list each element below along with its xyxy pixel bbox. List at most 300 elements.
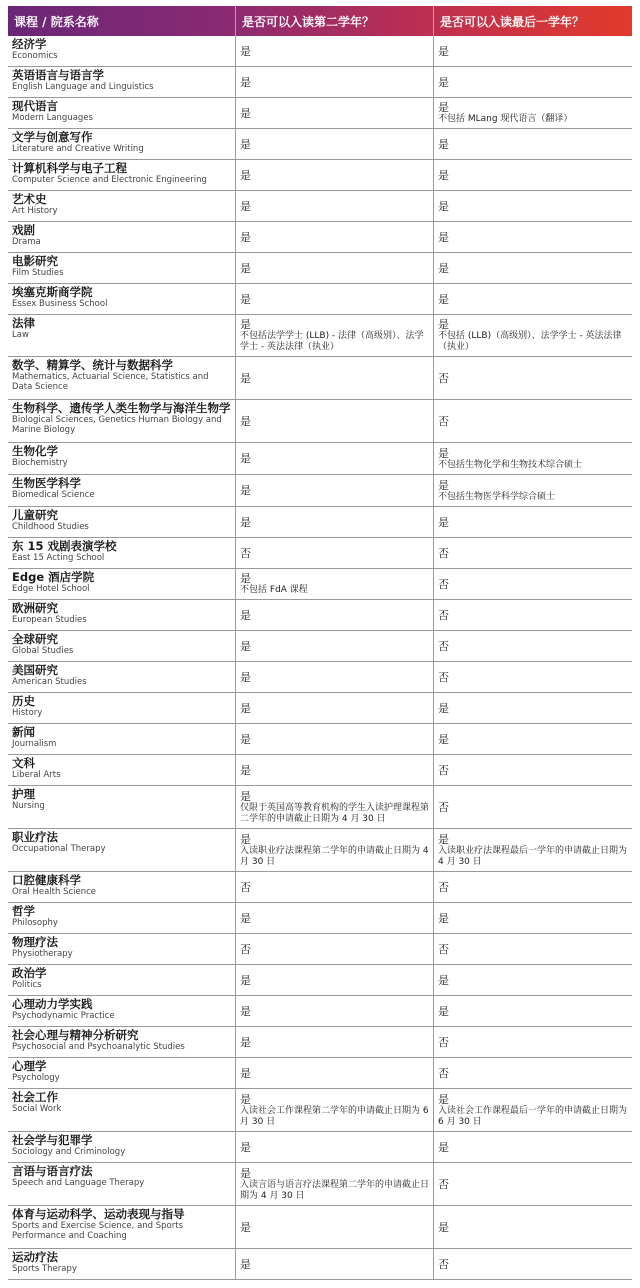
final-year-cell-value: 否 [438, 670, 449, 684]
table-row [8, 631, 632, 662]
final-year-cell [434, 443, 632, 474]
second-year-cell [236, 662, 434, 692]
course-name-zh: 生物科学、遗传学人类生物学与海洋生物学 [12, 401, 231, 415]
final-year-cell [434, 755, 632, 785]
course-name-zh: Edge 酒店学院 [12, 570, 95, 584]
course-name-en: Biochemistry [12, 458, 68, 468]
course-name-zh: 心理学 [12, 1059, 47, 1073]
course-name-cell [8, 357, 236, 399]
final-year-cell-value: 是 [438, 1092, 449, 1106]
course-name-en: Film Studies [12, 268, 64, 278]
second-year-cell-value: 是 [240, 1004, 251, 1018]
final-year-cell [434, 507, 632, 537]
course-name-cell [8, 1058, 236, 1088]
second-year-cell-value: 是 [240, 1066, 251, 1080]
table-row [8, 160, 632, 191]
final-year-cell [434, 222, 632, 252]
table-row [8, 284, 632, 315]
second-year-cell-value: 是 [240, 1257, 251, 1271]
table-row [8, 129, 632, 160]
final-year-cell-note: 不包括生物化学和生物技术综合硕士 [438, 459, 583, 470]
second-year-cell [236, 724, 434, 754]
final-year-cell [434, 129, 632, 159]
final-year-cell-value: 否 [438, 639, 449, 653]
course-name-cell [8, 631, 236, 661]
final-year-cell-value: 是 [438, 911, 449, 925]
second-year-cell [236, 755, 434, 785]
course-name-zh: 文学与创意写作 [12, 130, 93, 144]
course-name-zh: 新闻 [12, 725, 35, 739]
final-year-cell [434, 357, 632, 399]
course-name-en: Psychodynamic Practice [12, 1011, 115, 1021]
second-year-cell [236, 829, 434, 871]
course-name-cell [8, 222, 236, 252]
course-name-cell [8, 507, 236, 537]
final-year-cell-note: 入读职业疗法课程最后一学年的申请截止日期为 4 月 30 日 [438, 845, 628, 867]
table-row [8, 934, 632, 965]
second-year-cell-value: 是 [240, 973, 251, 987]
final-year-cell [434, 786, 632, 828]
course-name-zh: 文科 [12, 756, 35, 770]
course-name-cell [8, 872, 236, 902]
final-year-cell [434, 284, 632, 314]
final-year-cell-value: 否 [438, 371, 449, 385]
second-year-cell [236, 996, 434, 1026]
final-year-cell-value: 否 [438, 942, 449, 956]
course-name-zh: 现代语言 [12, 99, 58, 113]
course-name-en: Oral Health Science [12, 887, 97, 897]
course-name-en: Biomedical Science [12, 490, 95, 500]
final-year-cell-value: 是 [438, 1004, 449, 1018]
course-name-zh: 生物医学科学 [12, 476, 81, 490]
second-year-cell [236, 475, 434, 506]
second-year-cell-value: 是 [240, 75, 251, 89]
second-year-cell-note: 不包括 FdA 课程 [240, 585, 308, 595]
final-year-cell-value: 是 [438, 318, 449, 331]
final-year-cell [434, 1027, 632, 1057]
course-name-en: Computer Science and Electronic Engineering [12, 175, 207, 185]
course-name-cell [8, 829, 236, 871]
table-row [8, 222, 632, 253]
course-name-cell [8, 569, 236, 599]
course-name-cell [8, 786, 236, 828]
course-name-zh: 电影研究 [12, 254, 58, 268]
second-year-cell [236, 903, 434, 933]
course-name-zh: 职业疗法 [12, 830, 58, 844]
second-year-cell [236, 872, 434, 902]
table-row [8, 724, 632, 755]
course-name-zh: 美国研究 [12, 663, 58, 677]
course-name-zh: 心理动力学实践 [12, 997, 93, 1011]
final-year-cell-value: 否 [438, 608, 449, 622]
course-name-en: Literature and Creative Writing [12, 144, 144, 154]
second-year-cell-note: 不包括法学学士 (LLB) - 法律（高级别）、法学学士 - 英法法律（执业） [240, 331, 424, 352]
second-year-cell [236, 191, 434, 221]
table-header [8, 6, 632, 36]
second-year-cell [236, 443, 434, 474]
second-year-cell-value: 否 [240, 942, 251, 956]
second-year-cell-value: 是 [240, 572, 251, 585]
final-year-cell [434, 1206, 632, 1248]
course-name-cell [8, 129, 236, 159]
course-name-en: Mathematics, Actuarial Science, Statistics and Data Science [12, 372, 209, 392]
second-year-cell [236, 965, 434, 995]
second-year-cell [236, 569, 434, 599]
admission-table [8, 6, 632, 1280]
final-year-cell-value: 是 [438, 137, 449, 151]
course-name-cell [8, 538, 236, 568]
course-name-en: Psychosocial and Psychoanalytic Studies [12, 1042, 185, 1052]
second-year-cell-value: 是 [240, 292, 251, 306]
table-row [8, 98, 632, 129]
final-year-cell [434, 996, 632, 1026]
course-name-en: Essex Business School [12, 299, 108, 309]
second-year-cell [236, 693, 434, 723]
second-year-cell [236, 631, 434, 661]
second-year-cell-note: 仅限于英国高等教育机构的学生入读护理课程第二学年的申请截止日期为 4 月 30 日 [240, 802, 430, 824]
final-year-cell-value: 是 [438, 701, 449, 715]
course-name-cell [8, 284, 236, 314]
course-name-en: Occupational Therapy [12, 844, 106, 854]
course-name-cell [8, 934, 236, 964]
final-year-cell-value: 否 [438, 763, 449, 777]
course-name-zh: 法律 [12, 316, 35, 330]
course-name-cell [8, 724, 236, 754]
course-name-zh: 戏剧 [12, 223, 35, 237]
second-year-cell-value: 是 [240, 515, 251, 529]
second-year-cell [236, 1089, 434, 1131]
final-year-cell [434, 965, 632, 995]
final-year-cell [434, 1249, 632, 1279]
course-name-cell [8, 1163, 236, 1205]
second-year-cell [236, 1206, 434, 1248]
course-name-en: Drama [12, 237, 41, 247]
second-year-cell-value: 是 [240, 1035, 251, 1049]
final-year-cell [434, 569, 632, 599]
table-row [8, 996, 632, 1027]
header-second-year: 是否可以入读第二学年？ [236, 6, 434, 36]
final-year-cell-value: 是 [438, 292, 449, 306]
course-name-en: Edge Hotel School [12, 584, 90, 594]
final-year-cell [434, 315, 632, 356]
header-course-name: 课程 / 院系名称 [8, 6, 236, 36]
course-name-cell [8, 996, 236, 1026]
final-year-cell-value: 是 [438, 515, 449, 529]
table-row [8, 475, 632, 507]
course-name-zh: 口腔健康科学 [12, 873, 81, 887]
course-name-cell [8, 191, 236, 221]
second-year-cell-value: 是 [240, 732, 251, 746]
table-row [8, 1163, 632, 1206]
table-row [8, 903, 632, 934]
course-name-en: Biological Sciences, Genetics Human Biology and Marine Biology [12, 415, 222, 435]
second-year-cell-note: 入读社会工作课程第二学年的申请截止日期为 6 月 30 日 [240, 1105, 429, 1127]
course-name-zh: 物理疗法 [12, 935, 58, 949]
second-year-cell [236, 1163, 434, 1205]
second-year-cell-value: 是 [240, 670, 251, 684]
second-year-cell [236, 786, 434, 828]
final-year-cell-value: 是 [438, 168, 449, 182]
final-year-cell-value: 否 [438, 414, 449, 428]
final-year-cell-value: 否 [438, 1035, 449, 1049]
second-year-cell-value: 是 [240, 484, 251, 497]
final-year-cell [434, 1163, 632, 1205]
table-row [8, 569, 632, 600]
course-name-en: English Language and Linguistics [12, 82, 154, 92]
course-name-cell [8, 903, 236, 933]
final-year-cell-value: 否 [438, 800, 449, 814]
second-year-cell-note: 入读言语与语言疗法课程第二学年的申请截止日期为 4 月 30 日 [240, 1179, 430, 1201]
course-name-zh: 历史 [12, 694, 35, 708]
second-year-cell [236, 1058, 434, 1088]
final-year-cell-value: 否 [438, 880, 449, 894]
table-row [8, 1089, 632, 1132]
second-year-cell-value: 是 [240, 452, 251, 465]
table-row [8, 1206, 632, 1249]
second-year-cell-value: 是 [240, 137, 251, 151]
final-year-cell [434, 253, 632, 283]
table-row [8, 965, 632, 996]
course-name-cell [8, 160, 236, 190]
second-year-cell-value: 是 [240, 1092, 251, 1106]
second-year-cell-value: 是 [240, 168, 251, 182]
course-name-cell [8, 1132, 236, 1162]
second-year-cell-value: 是 [240, 1140, 251, 1154]
course-name-cell [8, 600, 236, 630]
final-year-cell-value: 是 [438, 446, 449, 460]
table-row [8, 443, 632, 475]
course-name-cell [8, 1027, 236, 1057]
course-name-en: History [12, 708, 43, 718]
second-year-cell [236, 934, 434, 964]
course-name-zh: 东 15 戏剧表演学校 [12, 539, 117, 553]
second-year-cell-value: 是 [240, 701, 251, 715]
second-year-cell-value: 是 [240, 371, 251, 385]
second-year-cell-note: 入读职业疗法课程第二学年的申请截止日期为 4 月 30 日 [240, 845, 429, 867]
final-year-cell [434, 36, 632, 66]
second-year-cell-value: 是 [240, 44, 251, 58]
course-name-zh: 欧洲研究 [12, 601, 58, 615]
table-row [8, 191, 632, 222]
final-year-cell-note: 不包括 MLang 现代语言（翻译） [438, 114, 573, 124]
course-name-cell [8, 693, 236, 723]
final-year-cell [434, 724, 632, 754]
second-year-cell-value: 是 [240, 106, 251, 120]
table-row [8, 507, 632, 538]
second-year-cell [236, 1249, 434, 1279]
final-year-cell [434, 538, 632, 568]
course-name-en: Sociology and Criminology [12, 1147, 126, 1157]
final-year-cell [434, 475, 632, 506]
table-row [8, 829, 632, 872]
final-year-cell [434, 903, 632, 933]
course-name-en: Sports Therapy [12, 1264, 77, 1274]
final-year-cell-value: 否 [438, 1257, 449, 1271]
course-name-zh: 埃塞克斯商学院 [12, 285, 93, 299]
final-year-cell [434, 400, 632, 442]
course-name-zh: 社会心理与精神分析研究 [12, 1028, 139, 1042]
course-name-cell [8, 1249, 236, 1279]
table-row [8, 1027, 632, 1058]
second-year-cell [236, 400, 434, 442]
course-name-cell [8, 315, 236, 356]
final-year-cell-value: 是 [438, 101, 449, 114]
final-year-cell-value: 是 [438, 261, 449, 275]
final-year-cell [434, 67, 632, 97]
final-year-cell-note: 入读社会工作课程最后一学年的申请截止日期为 6 月 30 日 [438, 1105, 628, 1127]
final-year-cell [434, 600, 632, 630]
second-year-cell [236, 507, 434, 537]
course-name-zh: 计算机科学与电子工程 [12, 161, 127, 175]
course-name-zh: 哲学 [12, 904, 35, 918]
table-row [8, 662, 632, 693]
table-row [8, 400, 632, 443]
course-name-en: Law [12, 330, 29, 340]
course-name-cell [8, 253, 236, 283]
course-name-cell [8, 67, 236, 97]
final-year-cell-value: 是 [438, 199, 449, 213]
second-year-cell-value: 是 [240, 318, 251, 331]
course-name-zh: 英语语言与语言学 [12, 68, 104, 82]
table-row [8, 600, 632, 631]
course-name-en: Art History [12, 206, 58, 216]
second-year-cell [236, 67, 434, 97]
course-name-cell [8, 1206, 236, 1248]
course-name-zh: 经济学 [12, 37, 47, 51]
final-year-cell [434, 191, 632, 221]
course-name-en: European Studies [12, 615, 87, 625]
table-row [8, 755, 632, 786]
course-name-en: Economics [12, 51, 58, 61]
final-year-cell [434, 662, 632, 692]
course-name-en: American Studies [12, 677, 87, 687]
second-year-cell [236, 253, 434, 283]
course-name-en: Physiotherapy [12, 949, 73, 959]
course-name-en: Philosophy [12, 918, 58, 928]
table-row [8, 67, 632, 98]
course-name-en: Sports and Exercise Science, and Sports Performance and Coaching [12, 1221, 184, 1241]
course-name-cell [8, 98, 236, 128]
course-name-cell [8, 1089, 236, 1131]
course-name-en: Modern Languages [12, 113, 93, 123]
course-name-cell [8, 400, 236, 442]
course-name-cell [8, 443, 236, 474]
course-name-zh: 社会学与犯罪学 [12, 1133, 93, 1147]
course-name-cell [8, 662, 236, 692]
final-year-cell-value: 是 [438, 230, 449, 244]
course-name-en: Childhood Studies [12, 522, 89, 532]
course-name-en: Liberal Arts [12, 770, 61, 780]
course-name-zh: 言语与语言疗法 [12, 1164, 93, 1178]
second-year-cell [236, 1132, 434, 1162]
final-year-cell [434, 160, 632, 190]
second-year-cell [236, 538, 434, 568]
second-year-cell [236, 357, 434, 399]
course-name-zh: 生物化学 [12, 444, 58, 458]
final-year-cell [434, 98, 632, 128]
table-row [8, 253, 632, 284]
final-year-cell-value: 否 [438, 1066, 449, 1080]
final-year-cell-value: 是 [438, 1220, 449, 1234]
table-row [8, 315, 632, 357]
course-name-cell [8, 755, 236, 785]
course-name-zh: 数学、精算学、统计与数据科学 [12, 358, 173, 372]
second-year-cell-value: 否 [240, 546, 251, 560]
final-year-cell [434, 1089, 632, 1131]
course-name-en: Nursing [12, 801, 45, 811]
second-year-cell [236, 284, 434, 314]
course-name-en: Journalism [12, 739, 57, 749]
second-year-cell-value: 是 [240, 230, 251, 244]
final-year-cell-value: 是 [438, 44, 449, 58]
course-name-en: Politics [12, 980, 42, 990]
second-year-cell-value: 是 [240, 1220, 251, 1234]
final-year-cell-value: 是 [438, 1140, 449, 1154]
table-row [8, 1132, 632, 1163]
final-year-cell-note: 不包括 (LLB)（高级别）、法学学士 - 英法法律（执业） [438, 331, 622, 352]
final-year-cell-value: 是 [438, 973, 449, 987]
final-year-cell [434, 631, 632, 661]
final-year-cell-value: 是 [438, 732, 449, 746]
course-name-en: Global Studies [12, 646, 74, 656]
course-name-zh: 护理 [12, 787, 35, 801]
course-name-zh: 政治学 [12, 966, 47, 980]
second-year-cell-value: 是 [240, 1166, 251, 1180]
second-year-cell-value: 是 [240, 639, 251, 653]
course-name-zh: 运动疗法 [12, 1250, 58, 1264]
table-row [8, 786, 632, 829]
course-name-zh: 全球研究 [12, 632, 58, 646]
final-year-cell-value: 是 [438, 75, 449, 89]
second-year-cell [236, 315, 434, 356]
second-year-cell-value: 是 [240, 199, 251, 213]
final-year-cell-value: 否 [438, 577, 449, 591]
second-year-cell-value: 是 [240, 789, 251, 803]
table-row [8, 36, 632, 67]
course-name-en: Social Work [12, 1104, 62, 1114]
course-name-zh: 儿童研究 [12, 508, 58, 522]
course-name-zh: 社会工作 [12, 1090, 58, 1104]
final-year-cell-note: 不包括生物医学科学综合硕士 [438, 491, 556, 502]
final-year-cell-value: 否 [438, 546, 449, 560]
second-year-cell-value: 是 [240, 832, 251, 846]
final-year-cell-value: 是 [438, 832, 449, 846]
table-row [8, 872, 632, 903]
course-name-en: Speech and Language Therapy [12, 1178, 145, 1188]
second-year-cell-value: 是 [240, 261, 251, 275]
second-year-cell-value: 否 [240, 880, 251, 894]
second-year-cell [236, 1027, 434, 1057]
course-name-en: East 15 Acting School [12, 553, 105, 563]
final-year-cell [434, 693, 632, 723]
second-year-cell [236, 600, 434, 630]
second-year-cell-value: 是 [240, 911, 251, 925]
table-row [8, 1249, 632, 1280]
course-name-en: Psychology [12, 1073, 60, 1083]
course-name-cell [8, 475, 236, 506]
course-name-cell [8, 965, 236, 995]
second-year-cell [236, 160, 434, 190]
table-row [8, 693, 632, 724]
final-year-cell [434, 934, 632, 964]
second-year-cell-value: 是 [240, 414, 251, 428]
second-year-cell [236, 36, 434, 66]
final-year-cell [434, 872, 632, 902]
table-body [8, 36, 632, 1280]
course-name-zh: 体育与运动科学、运动表现与指导 [12, 1207, 185, 1221]
final-year-cell-value: 否 [438, 1177, 449, 1191]
course-name-zh: 艺术史 [12, 192, 47, 206]
